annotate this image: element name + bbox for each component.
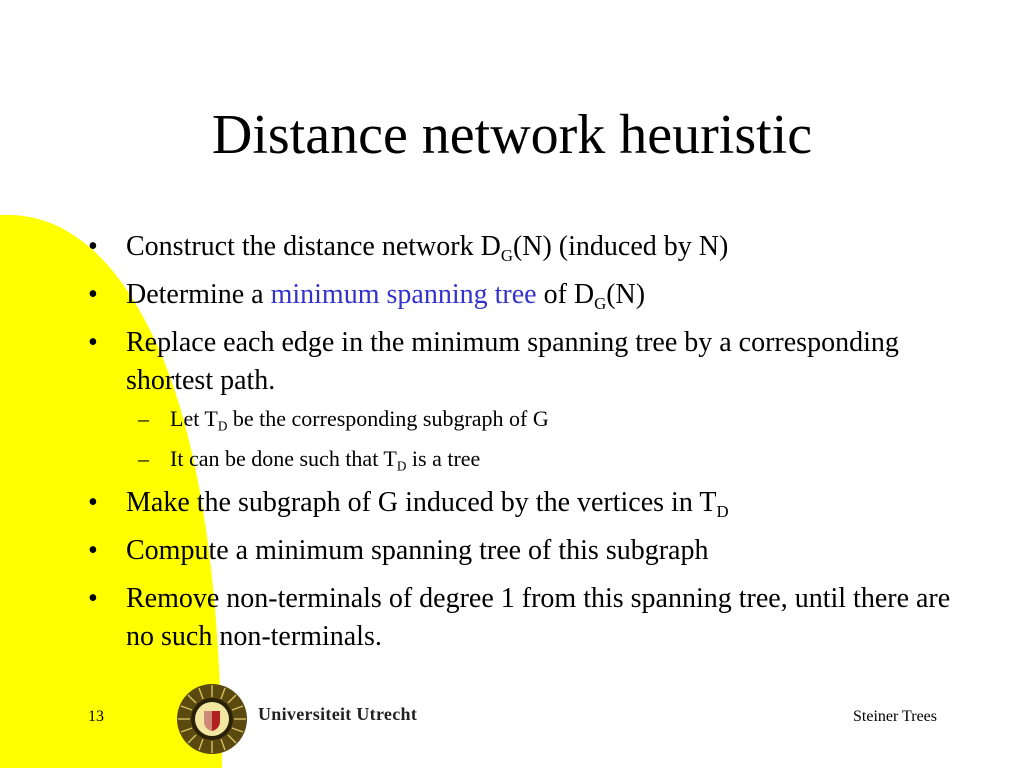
bullet-item bbox=[80, 276, 960, 314]
footer-text: Steiner Trees bbox=[853, 708, 937, 725]
bullet-text: Remove non-terminals of degree 1 from this spanning tree, until there are no such non-terminals. bbox=[126, 583, 951, 652]
dash-marker: – bbox=[138, 406, 149, 431]
bullet-text: Compute a minimum spanning tree of this subgraph bbox=[126, 535, 709, 566]
bullet-item bbox=[80, 484, 960, 522]
sub-bullet-item bbox=[80, 444, 960, 474]
slide-number: 13 bbox=[88, 708, 104, 725]
bullet-text: Let T bbox=[170, 406, 218, 431]
bullet-text: (N) (induced by N) bbox=[512, 231, 729, 262]
bullet-marker: • bbox=[88, 583, 98, 614]
bullet-item bbox=[80, 324, 960, 400]
subscript: G bbox=[594, 293, 607, 313]
bullet-text: is a tree bbox=[406, 446, 481, 471]
bullet-text: Determine a bbox=[126, 279, 271, 310]
university-name: Universiteit Utrecht bbox=[258, 704, 418, 724]
bullet-marker: • bbox=[88, 231, 98, 262]
subscript: D bbox=[217, 418, 228, 434]
bullet-text: Construct the distance network D bbox=[126, 231, 501, 262]
university-seal-icon bbox=[176, 683, 248, 755]
bullet-marker: • bbox=[88, 535, 98, 566]
slide-title: Distance network heuristic bbox=[211, 104, 813, 166]
subscript: G bbox=[500, 245, 513, 265]
bullet-text: (N) bbox=[606, 279, 646, 310]
sub-bullet-item bbox=[80, 404, 960, 434]
bullet-text: be the corresponding subgraph of G bbox=[227, 406, 549, 431]
bullet-text: It can be done such that T bbox=[170, 446, 397, 471]
bullet-marker: • bbox=[88, 487, 98, 518]
bullet-marker: • bbox=[88, 327, 98, 358]
bullet-item bbox=[80, 580, 960, 656]
bullet-text: Make the subgraph of G induced by the vertices in T bbox=[126, 487, 717, 518]
mst-link[interactable]: minimum spanning tree bbox=[270, 279, 537, 310]
bullet-item bbox=[80, 532, 960, 570]
subscript: D bbox=[716, 501, 729, 521]
bullet-list bbox=[80, 228, 960, 666]
bullet-item bbox=[80, 228, 960, 266]
bullet-text: of D bbox=[536, 279, 595, 310]
bullet-marker: • bbox=[88, 279, 98, 310]
bullet-text: Replace each edge in the minimum spanning tree by a corresponding shortest path. bbox=[126, 327, 899, 396]
subscript: D bbox=[396, 458, 407, 474]
dash-marker: – bbox=[138, 446, 149, 471]
